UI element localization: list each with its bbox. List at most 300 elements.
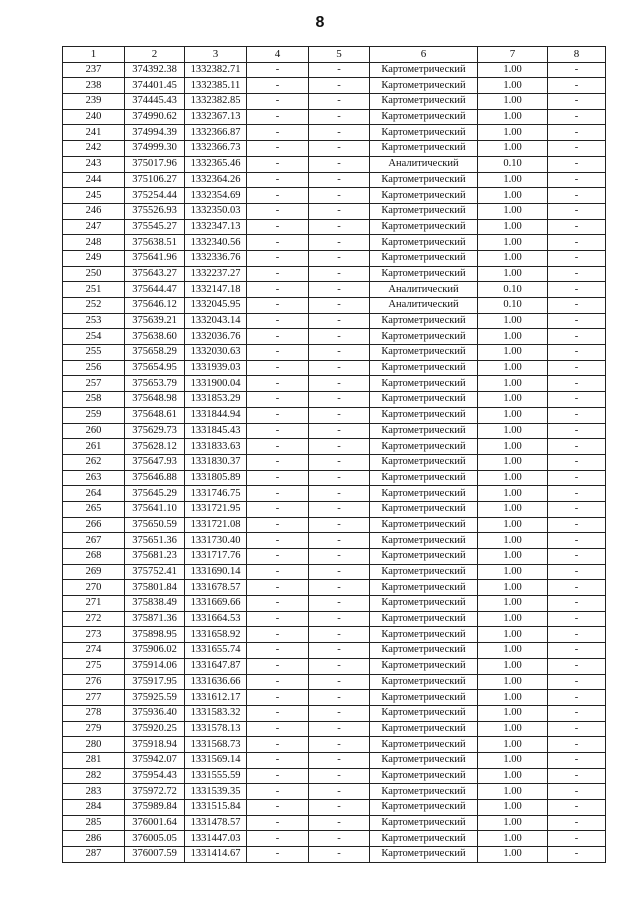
table-cell-col-8: - [548, 407, 606, 423]
table-row [63, 219, 606, 235]
table-cell-col-2: 375681.23 [125, 549, 185, 565]
table-cell-col-7: 1.00 [478, 501, 548, 517]
table-cell-col-5: - [309, 298, 370, 314]
table-cell-col-2: 375925.59 [125, 690, 185, 706]
table-cell-col-8: - [548, 596, 606, 612]
table-row [63, 188, 606, 204]
table-cell-col-3: 1332036.76 [185, 329, 247, 345]
table-cell-col-8: - [548, 643, 606, 659]
table-row [63, 674, 606, 690]
table-cell-col-3: 1331690.14 [185, 564, 247, 580]
table-cell-col-3: 1332336.76 [185, 250, 247, 266]
table-cell-col-6: Картометрический [370, 125, 478, 141]
table-cell-col-1: 260 [63, 423, 125, 439]
table-row [63, 611, 606, 627]
table-cell-col-6: Картометрический [370, 360, 478, 376]
table-cell-col-2: 375647.93 [125, 454, 185, 470]
table-cell-col-6: Картометрический [370, 549, 478, 565]
table-row [63, 266, 606, 282]
table-cell-col-1: 253 [63, 313, 125, 329]
table-cell-col-8: - [548, 501, 606, 517]
table-cell-col-5: - [309, 62, 370, 78]
table-cell-col-3: 1331721.08 [185, 517, 247, 533]
table-cell-col-3: 1331636.66 [185, 674, 247, 690]
table-cell-col-2: 375801.84 [125, 580, 185, 596]
table-cell-col-5: - [309, 454, 370, 470]
table-cell-col-3: 1331578.13 [185, 721, 247, 737]
table-cell-col-8: - [548, 329, 606, 345]
table-cell-col-6: Картометрический [370, 454, 478, 470]
table-cell-col-3: 1331853.29 [185, 392, 247, 408]
table-cell-col-7: 1.00 [478, 721, 548, 737]
column-header-8: 8 [548, 47, 606, 63]
table-cell-col-2: 375658.29 [125, 345, 185, 361]
table-cell-col-5: - [309, 376, 370, 392]
table-cell-col-1: 264 [63, 486, 125, 502]
table-cell-col-5: - [309, 329, 370, 345]
table-cell-col-4: - [247, 800, 309, 816]
table-cell-col-1: 255 [63, 345, 125, 361]
table-cell-col-1: 258 [63, 392, 125, 408]
table-cell-col-8: - [548, 203, 606, 219]
table-row [63, 580, 606, 596]
table-cell-col-1: 278 [63, 705, 125, 721]
table-cell-col-5: - [309, 360, 370, 376]
table-cell-col-3: 1332147.18 [185, 282, 247, 298]
table-cell-col-1: 277 [63, 690, 125, 706]
table-cell-col-2: 375646.12 [125, 298, 185, 314]
table-header-row [63, 47, 606, 63]
table-cell-col-5: - [309, 533, 370, 549]
table-cell-col-4: - [247, 847, 309, 863]
table-cell-col-6: Картометрический [370, 658, 478, 674]
table-cell-col-5: - [309, 407, 370, 423]
table-cell-col-6: Картометрический [370, 439, 478, 455]
table-cell-col-3: 1331721.95 [185, 501, 247, 517]
table-cell-col-7: 1.00 [478, 329, 548, 345]
table-cell-col-3: 1332364.26 [185, 172, 247, 188]
table-cell-col-3: 1331830.37 [185, 454, 247, 470]
table-cell-col-5: - [309, 847, 370, 863]
table-cell-col-4: - [247, 282, 309, 298]
table-cell-col-6: Картометрический [370, 564, 478, 580]
table-cell-col-3: 1331678.57 [185, 580, 247, 596]
table-cell-col-1: 246 [63, 203, 125, 219]
table-cell-col-5: - [309, 517, 370, 533]
table-cell-col-1: 245 [63, 188, 125, 204]
table-cell-col-8: - [548, 705, 606, 721]
table-cell-col-6: Картометрический [370, 580, 478, 596]
table-cell-col-3: 1331539.35 [185, 784, 247, 800]
table-cell-col-5: - [309, 627, 370, 643]
table-cell-col-5: - [309, 78, 370, 94]
table-cell-col-7: 1.00 [478, 439, 548, 455]
table-cell-col-5: - [309, 156, 370, 172]
table-cell-col-6: Картометрический [370, 266, 478, 282]
table-cell-col-2: 375651.36 [125, 533, 185, 549]
table-cell-col-8: - [548, 549, 606, 565]
table-cell-col-1: 257 [63, 376, 125, 392]
table-cell-col-1: 267 [63, 533, 125, 549]
table-row [63, 329, 606, 345]
table-cell-col-2: 375545.27 [125, 219, 185, 235]
table-cell-col-7: 1.00 [478, 109, 548, 125]
table-row [63, 737, 606, 753]
table-cell-col-8: - [548, 156, 606, 172]
table-cell-col-8: - [548, 219, 606, 235]
table-cell-col-7: 1.00 [478, 611, 548, 627]
table-cell-col-5: - [309, 219, 370, 235]
table-cell-col-7: 1.00 [478, 847, 548, 863]
table-row [63, 156, 606, 172]
table-cell-col-6: Картометрический [370, 737, 478, 753]
table-cell-col-7: 1.00 [478, 172, 548, 188]
table-cell-col-4: - [247, 78, 309, 94]
table-row [63, 831, 606, 847]
table-cell-col-7: 0.10 [478, 298, 548, 314]
table-cell-col-8: - [548, 62, 606, 78]
table-cell-col-7: 1.00 [478, 188, 548, 204]
table-row [63, 847, 606, 863]
table-cell-col-2: 375628.12 [125, 439, 185, 455]
table-cell-col-3: 1331658.92 [185, 627, 247, 643]
table-cell-col-8: - [548, 454, 606, 470]
table-cell-col-2: 375526.93 [125, 203, 185, 219]
table-row [63, 549, 606, 565]
table-cell-col-8: - [548, 784, 606, 800]
table-cell-col-5: - [309, 643, 370, 659]
table-cell-col-3: 1331568.73 [185, 737, 247, 753]
table-cell-col-8: - [548, 109, 606, 125]
table-cell-col-6: Картометрический [370, 376, 478, 392]
table-cell-col-8: - [548, 250, 606, 266]
table-cell-col-4: - [247, 690, 309, 706]
table-cell-col-5: - [309, 423, 370, 439]
table-cell-col-1: 254 [63, 329, 125, 345]
table-row [63, 784, 606, 800]
table-cell-col-5: - [309, 439, 370, 455]
table-row [63, 501, 606, 517]
table-cell-col-5: - [309, 800, 370, 816]
table-cell-col-8: - [548, 470, 606, 486]
table-cell-col-5: - [309, 737, 370, 753]
table-cell-col-4: - [247, 658, 309, 674]
table-cell-col-1: 265 [63, 501, 125, 517]
table-row [63, 203, 606, 219]
table-cell-col-2: 375648.61 [125, 407, 185, 423]
table-cell-col-4: - [247, 533, 309, 549]
table-cell-col-7: 1.00 [478, 94, 548, 110]
table-cell-col-2: 374401.45 [125, 78, 185, 94]
table-row [63, 690, 606, 706]
table-cell-col-3: 1332350.03 [185, 203, 247, 219]
table-cell-col-8: - [548, 298, 606, 314]
table-cell-col-5: - [309, 125, 370, 141]
table-cell-col-1: 252 [63, 298, 125, 314]
table-cell-col-3: 1332354.69 [185, 188, 247, 204]
table-cell-col-6: Картометрический [370, 643, 478, 659]
table-cell-col-5: - [309, 768, 370, 784]
table-cell-col-5: - [309, 596, 370, 612]
table-cell-col-2: 376001.64 [125, 815, 185, 831]
table-cell-col-8: - [548, 800, 606, 816]
table-cell-col-2: 375918.94 [125, 737, 185, 753]
table-cell-col-3: 1331833.63 [185, 439, 247, 455]
table-cell-col-5: - [309, 564, 370, 580]
table-cell-col-5: - [309, 172, 370, 188]
table-cell-col-7: 1.00 [478, 658, 548, 674]
table-cell-col-5: - [309, 203, 370, 219]
table-cell-col-2: 375654.95 [125, 360, 185, 376]
table-cell-col-7: 1.00 [478, 533, 548, 549]
table-cell-col-6: Картометрический [370, 407, 478, 423]
table-cell-col-2: 375639.21 [125, 313, 185, 329]
table-row [63, 517, 606, 533]
table-cell-col-3: 1332367.13 [185, 109, 247, 125]
table-cell-col-6: Аналитический [370, 156, 478, 172]
table-cell-col-7: 1.00 [478, 392, 548, 408]
table-cell-col-4: - [247, 454, 309, 470]
table-cell-col-2: 374392.38 [125, 62, 185, 78]
table-row [63, 658, 606, 674]
table-cell-col-6: Картометрический [370, 847, 478, 863]
table-cell-col-1: 262 [63, 454, 125, 470]
table-cell-col-3: 1331900.04 [185, 376, 247, 392]
table-cell-col-4: - [247, 627, 309, 643]
table-cell-col-1: 270 [63, 580, 125, 596]
table-cell-col-5: - [309, 752, 370, 768]
table-cell-col-1: 249 [63, 250, 125, 266]
table-cell-col-8: - [548, 674, 606, 690]
table-row [63, 376, 606, 392]
table-cell-col-7: 1.00 [478, 250, 548, 266]
table-cell-col-2: 375641.10 [125, 501, 185, 517]
table-cell-col-7: 1.00 [478, 125, 548, 141]
table-cell-col-2: 375643.27 [125, 266, 185, 282]
table-cell-col-1: 282 [63, 768, 125, 784]
table-cell-col-8: - [548, 125, 606, 141]
table-cell-col-5: - [309, 141, 370, 157]
table-cell-col-2: 375646.88 [125, 470, 185, 486]
table-cell-col-6: Картометрический [370, 188, 478, 204]
table-cell-col-7: 1.00 [478, 141, 548, 157]
table-cell-col-4: - [247, 62, 309, 78]
column-header-4: 4 [247, 47, 309, 63]
table-row [63, 486, 606, 502]
table-cell-col-7: 1.00 [478, 376, 548, 392]
table-cell-col-2: 374445.43 [125, 94, 185, 110]
table-cell-col-4: - [247, 705, 309, 721]
table-cell-col-1: 281 [63, 752, 125, 768]
table-cell-col-2: 375920.25 [125, 721, 185, 737]
table-cell-col-3: 1331805.89 [185, 470, 247, 486]
table-cell-col-8: - [548, 141, 606, 157]
table-cell-col-3: 1331939.03 [185, 360, 247, 376]
table-cell-col-7: 1.00 [478, 831, 548, 847]
column-header-2: 2 [125, 47, 185, 63]
table-cell-col-8: - [548, 360, 606, 376]
table-cell-col-1: 261 [63, 439, 125, 455]
table-cell-col-2: 375644.47 [125, 282, 185, 298]
table-row [63, 125, 606, 141]
table-row [63, 94, 606, 110]
table-cell-col-2: 376005.05 [125, 831, 185, 847]
table-cell-col-2: 375838.49 [125, 596, 185, 612]
table-cell-col-7: 0.10 [478, 282, 548, 298]
table-cell-col-4: - [247, 141, 309, 157]
table-cell-col-5: - [309, 674, 370, 690]
table-cell-col-4: - [247, 376, 309, 392]
table-cell-col-3: 1332382.85 [185, 94, 247, 110]
table-cell-col-1: 280 [63, 737, 125, 753]
table-cell-col-8: - [548, 721, 606, 737]
table-cell-col-7: 1.00 [478, 705, 548, 721]
table-cell-col-1: 271 [63, 596, 125, 612]
table-cell-col-4: - [247, 219, 309, 235]
table-cell-col-7: 1.00 [478, 470, 548, 486]
table-cell-col-6: Картометрический [370, 470, 478, 486]
table-cell-col-4: - [247, 329, 309, 345]
table-cell-col-7: 1.00 [478, 486, 548, 502]
table-cell-col-1: 248 [63, 235, 125, 251]
table-cell-col-7: 1.00 [478, 62, 548, 78]
table-cell-col-8: - [548, 737, 606, 753]
table-cell-col-1: 268 [63, 549, 125, 565]
table-row [63, 109, 606, 125]
table-cell-col-1: 244 [63, 172, 125, 188]
table-cell-col-4: - [247, 266, 309, 282]
table-cell-col-4: - [247, 752, 309, 768]
table-cell-col-2: 375752.41 [125, 564, 185, 580]
table-cell-col-5: - [309, 658, 370, 674]
table-cell-col-4: - [247, 768, 309, 784]
table-cell-col-1: 250 [63, 266, 125, 282]
table-cell-col-2: 375629.73 [125, 423, 185, 439]
table-cell-col-3: 1331569.14 [185, 752, 247, 768]
table-cell-col-7: 1.00 [478, 549, 548, 565]
table-cell-col-6: Картометрический [370, 235, 478, 251]
table-cell-col-7: 1.00 [478, 345, 548, 361]
table-cell-col-8: - [548, 611, 606, 627]
table-cell-col-5: - [309, 831, 370, 847]
table-cell-col-7: 1.00 [478, 737, 548, 753]
table-cell-col-3: 1332366.73 [185, 141, 247, 157]
table-cell-col-1: 273 [63, 627, 125, 643]
table-cell-col-8: - [548, 172, 606, 188]
table-cell-col-6: Картометрический [370, 768, 478, 784]
table-cell-col-8: - [548, 235, 606, 251]
table-cell-col-3: 1331664.53 [185, 611, 247, 627]
table-body [63, 62, 606, 862]
table-cell-col-2: 375871.36 [125, 611, 185, 627]
table-cell-col-7: 1.00 [478, 580, 548, 596]
table-cell-col-4: - [247, 156, 309, 172]
table-cell-col-2: 375954.43 [125, 768, 185, 784]
table-cell-col-6: Картометрический [370, 690, 478, 706]
table-cell-col-7: 1.00 [478, 266, 548, 282]
table-cell-col-5: - [309, 94, 370, 110]
table-cell-col-2: 375653.79 [125, 376, 185, 392]
table-cell-col-7: 1.00 [478, 815, 548, 831]
table-row [63, 360, 606, 376]
table-cell-col-4: - [247, 784, 309, 800]
table-row [63, 172, 606, 188]
table-cell-col-6: Картометрический [370, 815, 478, 831]
table-cell-col-7: 1.00 [478, 235, 548, 251]
table-cell-col-1: 287 [63, 847, 125, 863]
column-header-3: 3 [185, 47, 247, 63]
table-row [63, 62, 606, 78]
table-row [63, 564, 606, 580]
table-cell-col-1: 274 [63, 643, 125, 659]
table-cell-col-1: 279 [63, 721, 125, 737]
table-cell-col-4: - [247, 250, 309, 266]
table-row [63, 345, 606, 361]
table-cell-col-6: Картометрический [370, 674, 478, 690]
table-cell-col-5: - [309, 235, 370, 251]
table-cell-col-6: Аналитический [370, 282, 478, 298]
table-cell-col-3: 1331414.67 [185, 847, 247, 863]
table-cell-col-7: 1.00 [478, 674, 548, 690]
table-cell-col-1: 272 [63, 611, 125, 627]
table-cell-col-5: - [309, 501, 370, 517]
table-cell-col-4: - [247, 407, 309, 423]
table-cell-col-5: - [309, 109, 370, 125]
table-cell-col-8: - [548, 627, 606, 643]
column-header-7: 7 [478, 47, 548, 63]
table-row [63, 721, 606, 737]
table-cell-col-7: 1.00 [478, 800, 548, 816]
table-cell-col-3: 1331655.74 [185, 643, 247, 659]
table-cell-col-3: 1331669.66 [185, 596, 247, 612]
page-number: 8 [315, 14, 325, 31]
table-cell-col-7: 1.00 [478, 752, 548, 768]
table-cell-col-7: 1.00 [478, 690, 548, 706]
table-cell-col-4: - [247, 737, 309, 753]
table-cell-col-2: 375972.72 [125, 784, 185, 800]
table-cell-col-8: - [548, 752, 606, 768]
table-cell-col-8: - [548, 345, 606, 361]
coordinates-table [62, 46, 606, 863]
table-cell-col-5: - [309, 250, 370, 266]
table-cell-col-6: Картометрический [370, 345, 478, 361]
table-cell-col-8: - [548, 768, 606, 784]
table-cell-col-6: Картометрический [370, 219, 478, 235]
table-cell-col-6: Картометрический [370, 596, 478, 612]
table-cell-col-4: - [247, 392, 309, 408]
table-cell-col-6: Картометрический [370, 423, 478, 439]
table-cell-col-2: 375641.96 [125, 250, 185, 266]
table-cell-col-3: 1331717.76 [185, 549, 247, 565]
table-cell-col-5: - [309, 815, 370, 831]
table-cell-col-4: - [247, 313, 309, 329]
table-cell-col-5: - [309, 470, 370, 486]
table-cell-col-5: - [309, 486, 370, 502]
table-row [63, 250, 606, 266]
table-cell-col-3: 1331612.17 [185, 690, 247, 706]
table-cell-col-3: 1331746.75 [185, 486, 247, 502]
table-cell-col-7: 0.10 [478, 156, 548, 172]
table-cell-col-1: 251 [63, 282, 125, 298]
table-row [63, 282, 606, 298]
table-cell-col-8: - [548, 94, 606, 110]
table-cell-col-7: 1.00 [478, 784, 548, 800]
table-cell-col-1: 283 [63, 784, 125, 800]
table-cell-col-2: 375917.95 [125, 674, 185, 690]
table-cell-col-5: - [309, 345, 370, 361]
table-cell-col-6: Картометрический [370, 392, 478, 408]
table-cell-col-6: Картометрический [370, 486, 478, 502]
